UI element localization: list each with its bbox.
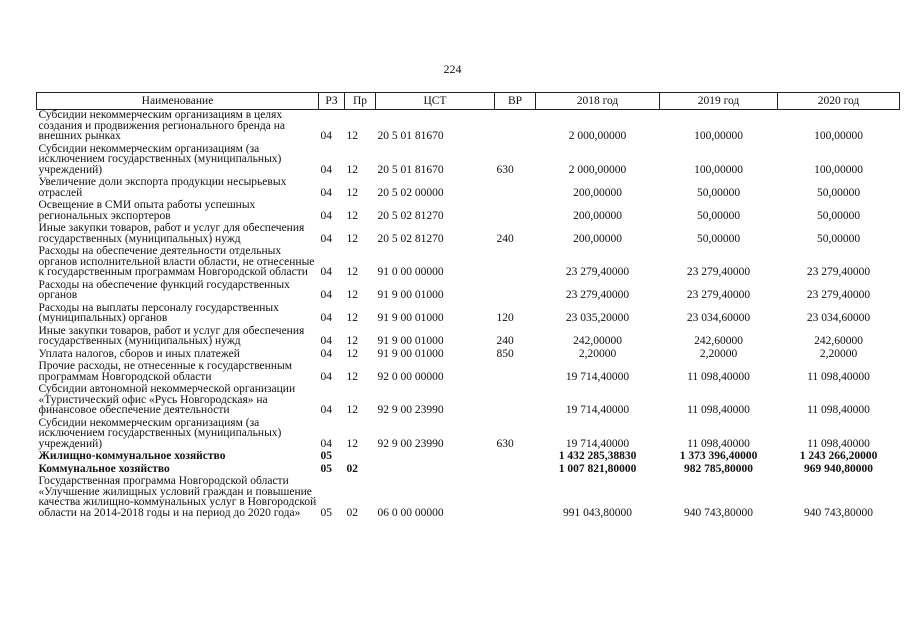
- row-rz: 04: [320, 289, 332, 301]
- table-row: [37, 200, 900, 223]
- table-row: [37, 223, 900, 246]
- row-2018: 200,00000: [573, 186, 622, 199]
- row-name: Субсидии некоммерческим организациям (за исключением государственных (муниципальных) учреждений): [38, 416, 282, 450]
- row-pr: 12: [346, 186, 358, 199]
- row-vr: [495, 464, 536, 477]
- row-rz: 04: [320, 312, 332, 324]
- row-rz: 04: [320, 232, 332, 245]
- row-pr: [345, 451, 376, 464]
- row-2018: 242,00000: [573, 335, 622, 347]
- row-name: Государственная программа Новгородской области «Улучшение жилищных условий граждан и повышение качества жилищно-коммунальных услуг в Новгородской области на 2014-2018 годы и на период до 2020 года»: [38, 475, 317, 519]
- row-rz: 04: [320, 209, 332, 222]
- header-rz: РЗ: [319, 93, 345, 110]
- table-row: [37, 476, 900, 520]
- row-vr: 850: [496, 347, 514, 360]
- row-pr: 12: [346, 209, 358, 222]
- row-cst: 91 9 00 01000: [377, 312, 444, 324]
- row-cst: 20 5 02 81270: [377, 209, 444, 222]
- row-name: Субсидии автономной некоммерческой организации «Туристический офис «Русь Новгородская» на финансовое обеспечение деятельности: [38, 383, 296, 416]
- row-2019: 23 034,60000: [686, 312, 751, 324]
- row-2020: 1 243 266,20000: [799, 450, 878, 462]
- row-2020: 50,00000: [816, 209, 861, 222]
- row-2018: 1 432 285,38830: [558, 450, 637, 462]
- row-pr: 02: [346, 462, 358, 475]
- row-rz: 04: [320, 163, 332, 176]
- row-name: Расходы на обеспечение деятельности отдельных органов исполнительной власти области, не отнесенные к государственным программам Новгородской области: [38, 245, 315, 278]
- row-rz: 05: [320, 462, 332, 475]
- row-2020: 23 279,40000: [806, 289, 871, 301]
- row-2019: 940 743,80000: [684, 506, 753, 519]
- row-2018: 23 279,40000: [565, 266, 630, 278]
- row-2019: 242,60000: [694, 335, 743, 347]
- row-2019: 11 098,40000: [687, 437, 750, 450]
- table-row: [37, 451, 900, 464]
- row-2019: 100,00000: [694, 163, 743, 176]
- row-cst: 91 9 00 01000: [377, 347, 444, 360]
- row-name: Субсидии некоммерческим организациям (за исключением государственных (муниципальных) учреждений): [38, 142, 282, 176]
- row-2019: 100,00000: [694, 130, 743, 142]
- row-vr: [495, 451, 536, 464]
- table-row: [37, 110, 900, 144]
- row-2018: 991 043,80000: [563, 506, 632, 519]
- row-cst: 91 0 00 00000: [377, 266, 444, 278]
- row-2019: 2,20000: [699, 347, 738, 360]
- table-row: [37, 303, 900, 326]
- row-vr: [495, 361, 536, 384]
- row-cst: 92 0 00 00000: [377, 370, 444, 383]
- row-pr: 12: [346, 404, 358, 416]
- row-vr: [495, 384, 536, 418]
- row-pr: 12: [346, 370, 358, 383]
- row-name: Иные закупки товаров, работ и услуг для обеспечения государственных (муниципальных) нужд: [38, 324, 305, 347]
- row-rz: 04: [320, 335, 332, 347]
- row-2018: 200,00000: [573, 232, 622, 245]
- row-2020: 11 098,40000: [807, 404, 870, 416]
- row-name: Освещение в СМИ опыта работы успешных региональных экспортеров: [38, 199, 256, 222]
- row-2018: 2,20000: [578, 347, 617, 360]
- header-vr: ВР: [495, 93, 536, 110]
- row-vr: [495, 177, 536, 200]
- row-pr: 12: [346, 335, 358, 347]
- row-name: Расходы на выплаты персоналу государственных (муниципальных) органов: [38, 301, 279, 324]
- budget-table: [36, 92, 900, 520]
- row-2020: 2,20000: [819, 347, 858, 360]
- row-cst: 20 5 02 81270: [377, 232, 444, 245]
- row-2019: 982 785,80000: [684, 462, 753, 475]
- row-pr: 12: [346, 347, 358, 360]
- row-name: Субсидии некоммерческим организациям в целях создания и продвижения регионального бренда на внешних рынках: [38, 109, 286, 142]
- row-name: Прочие расходы, не отнесенные к государственным программам Новгородской области: [38, 360, 292, 383]
- row-vr: [495, 246, 536, 280]
- row-2018: 19 714,40000: [565, 404, 630, 416]
- table-row: [37, 280, 900, 303]
- row-2018: 23 279,40000: [565, 289, 630, 301]
- row-pr: 12: [346, 437, 358, 450]
- row-rz: 04: [320, 347, 332, 360]
- row-2020: 50,00000: [816, 186, 861, 199]
- row-cst: 20 5 01 81670: [377, 130, 444, 142]
- row-rz: 04: [320, 404, 332, 416]
- row-vr: [495, 110, 536, 144]
- table-body: [37, 110, 900, 521]
- row-cst: 20 5 02 00000: [377, 186, 444, 199]
- row-name: Жилищно-коммунальное хозяйство: [38, 450, 226, 462]
- row-name: Уплата налогов, сборов и иных платежей: [38, 347, 240, 360]
- row-name: Коммунальное хозяйство: [38, 462, 170, 475]
- row-2020: 50,00000: [816, 232, 861, 245]
- table-header-row: [37, 93, 900, 110]
- row-2018: 200,00000: [573, 209, 622, 222]
- row-2020: 940 743,80000: [804, 506, 873, 519]
- row-2018: 23 035,20000: [565, 312, 630, 324]
- row-rz: 04: [320, 130, 332, 142]
- row-rz: 04: [320, 186, 332, 199]
- table-row: [37, 144, 900, 178]
- table-row: [37, 177, 900, 200]
- table-row: [37, 418, 900, 452]
- row-cst: 92 9 00 23990: [377, 404, 444, 416]
- row-2019: 50,00000: [696, 186, 741, 199]
- row-vr: 630: [496, 163, 514, 176]
- row-2019: 11 098,40000: [687, 370, 750, 383]
- header-2019: 2019 год: [660, 93, 778, 110]
- row-2020: 11 098,40000: [807, 370, 870, 383]
- row-cst: [376, 451, 495, 464]
- row-cst: [376, 464, 495, 477]
- header-pr: Пр: [345, 93, 376, 110]
- row-2018: 2 000,00000: [568, 130, 627, 142]
- row-vr: [495, 280, 536, 303]
- row-pr: 12: [346, 266, 358, 278]
- row-cst: 06 0 00 00000: [377, 506, 444, 519]
- table-row: [37, 326, 900, 349]
- row-rz: 04: [320, 266, 332, 278]
- row-vr: 120: [496, 312, 514, 324]
- header-cst: ЦСТ: [376, 93, 495, 110]
- row-vr: [495, 476, 536, 520]
- row-2018: 19 714,40000: [565, 370, 630, 383]
- header-name: Наименование: [37, 93, 319, 110]
- row-2019: 50,00000: [696, 232, 741, 245]
- row-rz: 05: [320, 506, 332, 519]
- table-row: [37, 246, 900, 280]
- row-2019: 23 279,40000: [686, 289, 751, 301]
- row-2020: 23 034,60000: [806, 312, 871, 324]
- row-2019: 11 098,40000: [687, 404, 750, 416]
- row-2018: 1 007 821,80000: [558, 462, 637, 475]
- header-2018: 2018 год: [536, 93, 660, 110]
- header-2020: 2020 год: [778, 93, 900, 110]
- row-2020: 23 279,40000: [806, 266, 871, 278]
- row-name: Иные закупки товаров, работ и услуг для обеспечения государственных (муниципальных) нужд: [38, 222, 305, 245]
- table-row: [37, 361, 900, 384]
- row-vr: 630: [496, 437, 514, 450]
- row-2019: 50,00000: [696, 209, 741, 222]
- table-row: [37, 384, 900, 418]
- row-2020: 100,00000: [814, 130, 863, 142]
- row-rz: 04: [320, 370, 332, 383]
- row-cst: 91 9 00 01000: [377, 335, 444, 347]
- row-2018: 2 000,00000: [568, 163, 627, 176]
- page-number: 224: [443, 62, 462, 76]
- row-name: Расходы на обеспечение функций государственных органов: [38, 278, 290, 301]
- row-vr: [495, 200, 536, 223]
- row-pr: 12: [346, 163, 358, 176]
- row-rz: 04: [320, 437, 332, 450]
- row-rz: 05: [320, 450, 332, 462]
- row-pr: 12: [346, 289, 358, 301]
- row-vr: 240: [496, 232, 514, 245]
- row-2019: 23 279,40000: [686, 266, 751, 278]
- row-2020: 969 940,80000: [804, 462, 873, 475]
- row-pr: 02: [346, 506, 358, 519]
- row-cst: 20 5 01 81670: [377, 163, 444, 176]
- row-pr: 12: [346, 130, 358, 142]
- row-pr: 12: [346, 232, 358, 245]
- row-2019: 1 373 396,40000: [679, 450, 758, 462]
- row-2020: 11 098,40000: [807, 437, 870, 450]
- row-2020: 100,00000: [814, 163, 863, 176]
- row-cst: 92 9 00 23990: [377, 437, 444, 450]
- row-vr: 240: [496, 335, 514, 347]
- row-name: Увеличение доли экспорта продукции несырьевых отраслей: [38, 176, 287, 199]
- row-2020: 242,60000: [814, 335, 863, 347]
- row-cst: 91 9 00 01000: [377, 289, 444, 301]
- row-2018: 19 714,40000: [565, 437, 630, 450]
- row-pr: 12: [346, 312, 358, 324]
